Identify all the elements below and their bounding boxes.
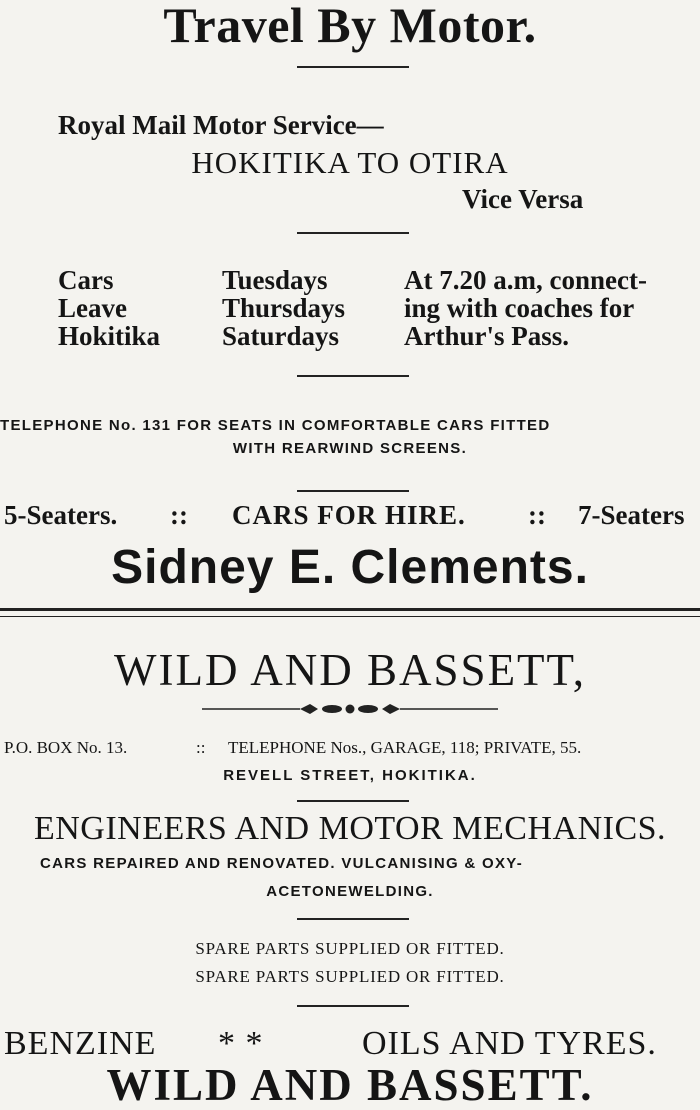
services-line-1: CARS REPAIRED AND RENOVATED. VULCANISING & OXY- xyxy=(40,855,524,872)
section-divider xyxy=(0,608,700,611)
address: REVELL STREET, HOKITIKA. xyxy=(223,767,477,784)
telephone-numbers: TELEPHONE Nos., GARAGE, 118; PRIVATE, 55. xyxy=(228,738,582,757)
divider xyxy=(297,800,409,802)
schedule-day: Thursdays xyxy=(222,293,346,323)
services-line-2: ACETONEWELDING. xyxy=(266,883,434,900)
divider xyxy=(297,1005,409,1007)
spare-parts-line-2: SPARE PARTS SUPPLIED OR FITTED. xyxy=(195,967,505,986)
separator: :: xyxy=(196,738,206,757)
headline-travel-by-motor: Travel By Motor. xyxy=(163,0,537,53)
schedule-day: Tuesdays xyxy=(222,265,328,295)
schedule-column-1 xyxy=(58,266,160,350)
separator: :: xyxy=(170,500,188,530)
schedule-day: Saturdays xyxy=(222,321,340,351)
footer-name: WILD AND BASSETT. xyxy=(106,1060,594,1110)
divider xyxy=(297,375,409,377)
vice-versa: Vice Versa xyxy=(462,184,584,214)
divider xyxy=(297,232,409,234)
trade-line: ENGINEERS AND MOTOR MECHANICS. xyxy=(33,810,667,847)
ornament-divider-icon xyxy=(200,700,500,718)
section-divider xyxy=(0,616,700,617)
headline-wild-and-bassett: WILD AND BASSETT, xyxy=(114,645,586,695)
seaters-left: 5-Seaters. xyxy=(4,500,118,530)
schedule-note: ing with coaches for xyxy=(404,293,635,323)
separator: :: xyxy=(528,500,546,530)
divider xyxy=(297,490,409,492)
route-line: HOKITIKA TO OTIRA xyxy=(191,145,509,180)
schedule-column-2 xyxy=(222,266,345,350)
service-line: Royal Mail Motor Service— xyxy=(58,110,384,140)
divider xyxy=(297,918,409,920)
spare-parts-line-1: SPARE PARTS SUPPLIED OR FITTED. xyxy=(195,939,505,958)
benzine: BENZINE xyxy=(4,1025,157,1062)
stars: * * xyxy=(218,1025,264,1062)
schedule-note: Arthur's Pass. xyxy=(404,321,570,351)
schedule-text: Leave xyxy=(58,293,127,323)
divider xyxy=(297,66,409,68)
seaters-right: 7-Seaters xyxy=(578,500,685,530)
schedule-column-3 xyxy=(404,266,647,350)
schedule-text: Cars xyxy=(58,265,114,295)
telephone-line-1: TELEPHONE No. 131 FOR SEATS IN COMFORTABLE CARS FITTED xyxy=(0,417,551,434)
schedule-text: Hokitika xyxy=(58,321,161,351)
cars-for-hire: CARS FOR HIRE. xyxy=(232,500,466,530)
schedule-note: At 7.20 a.m, connect- xyxy=(404,265,647,295)
oils-and-tyres: OILS AND TYRES. xyxy=(362,1025,657,1062)
proprietor-name: Sidney E. Clements. xyxy=(111,541,589,594)
po-box: P.O. BOX No. 13. xyxy=(4,738,128,757)
telephone-line-2: WITH REARWIND SCREENS. xyxy=(232,440,468,457)
